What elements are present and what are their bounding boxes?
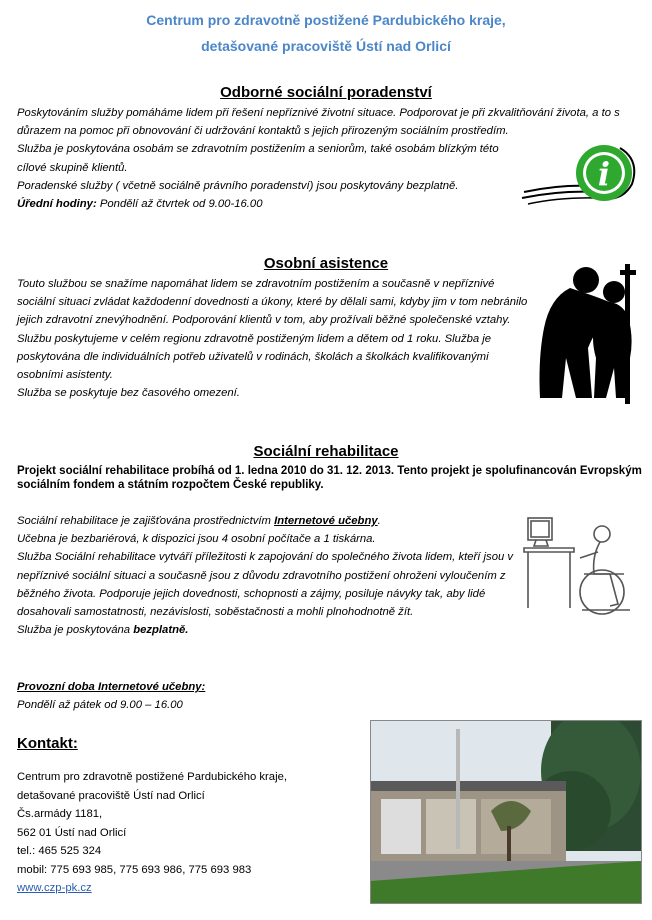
rehabilitace-p1-prefix: Sociální rehabilitace je zajišťována prostřednictvím [17,515,275,527]
contact-line-organization: Centrum pro zdravotně postižené Pardubického kraje, [17,771,288,783]
classroom-hours-label [17,678,417,696]
header-line-1: Centrum pro zdravotně postižené Pardubického kraje, [146,12,506,28]
classroom-hours [17,678,417,714]
rehabilitace-project-intro: Projekt sociální rehabilitace probíhá od 1. ledna 2010 do 31. 12. 2013. Tento projekt je spolufinancován Evropským sociálním fondem a státním rozpočtem České republiky. [17,465,642,491]
info-icon [520,140,645,208]
website-link[interactable]: www.czp-pk.cz [17,882,92,894]
poradenstvi-paragraph-1: Poskytováním služby pomáháme lidem při řešení nepříznivé životní situace. Podporovat je při zkvalitňování života, a to s důrazem na pomoc při obnovování či udržování kontaktů s jejich přirozeným sociálním prostředím. [17,107,620,138]
poradenstvi-paragraph-2: Služba je poskytována osobám se zdravotním postižením a seniorům, také osobám blízkým této cílové skupině klientů. [17,143,499,174]
asistence-text [17,275,532,402]
contact-line-branch: detašované pracoviště Ústí nad Orlicí [17,789,205,802]
info-icon-letter: i [597,155,611,193]
header-line-2: detašované pracoviště Ústí nad Orlicí [201,38,451,54]
building-photo [370,720,642,904]
contact-line-phone: tel.: 465 525 324 [17,845,102,857]
rehabilitace-paragraph-4 [17,621,522,639]
rehabilitace-paragraph-3: Služba Sociální rehabilitace vytváří příležitosti k zapojování do společného života lidem, kteří jsou v nepříznivé sociální situaci a současně jsou z důvodu zdravotního postižení ohroženi vyloučením z běžného života. Podporuje jejich dovednosti, schopnosti a zájmy, posiluje návyky tak, aby lidé dosahovali samostatnosti, nezávislosti, soběstačnosti a mohli plnohodnotně žít. [17,551,514,619]
asistence-paragraph-2: Službu poskytujeme v celém regionu zdravotně postiženým lidem a dětem od 1 roku. Služba je poskytována dle individuálních potřeb uživatelů v rodinách, školách a školkách kvalifikovanými osobními asistenty. [17,332,492,382]
section-title-rehabilitace: Sociální rehabilitace [253,443,399,460]
asistence-paragraph-3: Služba se poskytuje bez časového omezení. [17,387,240,400]
rehabilitace-text [17,512,522,639]
classroom-hours-label-text: Provozní doba Internetové učebny: [17,681,206,693]
rehabilitace-paragraph-1 [17,512,522,530]
contact-block [17,768,357,898]
rehabilitace-p4-bold: bezplatně. [133,624,189,637]
contact-line-city: 562 01 Ústí nad Orlicí [17,826,127,839]
section-title-poradenstvi: Odborné sociální poradenství [220,84,432,101]
rehabilitace-p4-prefix: Služba je poskytována [17,624,134,637]
rehabilitace-paragraph-2: Učebna je bezbariérová, k dispozici jsou 4 osobní počítače a 1 tiskárna. [17,533,376,546]
internet-classroom-link[interactable]: Internetové učebny [274,515,378,527]
office-hours-label: Úřední hodiny: [17,198,97,211]
contact-title: Kontakt: [17,735,78,752]
wheelchair-computer-illustration [522,512,642,622]
poradenstvi-paragraph-3: Poradenské služby ( včetně sociálně právního poradenství) jsou poskytovány bezplatně. [17,179,459,192]
rehabilitace-p1-suffix: . [377,515,381,527]
contact-line-mobile: mobil: 775 693 985, 775 693 986, 775 693 983 [17,863,252,876]
office-hours-value: Pondělí až čtvrtek od 9.00-16.00 [96,198,263,211]
section-title-asistence: Osobní asistence [263,255,389,272]
contact-line-street: Čs.armády 1181, [17,808,103,820]
asistence-paragraph-1: Touto službou se snažíme napomáhat lidem se zdravotním postižením a současně v nepříznivé sociální situaci zvládat každodenní dovednosti a úkony, které by dělali sami, kdyby jim v tom nebránilo jejich zdravotní znevýhodnění. Podporování klientů v tom, aby prožívali běžné společenské vztahy. [17,278,528,327]
assistance-illustration [530,258,645,408]
classroom-hours-value: Pondělí až pátek od 9.00 – 16.00 [17,699,183,712]
